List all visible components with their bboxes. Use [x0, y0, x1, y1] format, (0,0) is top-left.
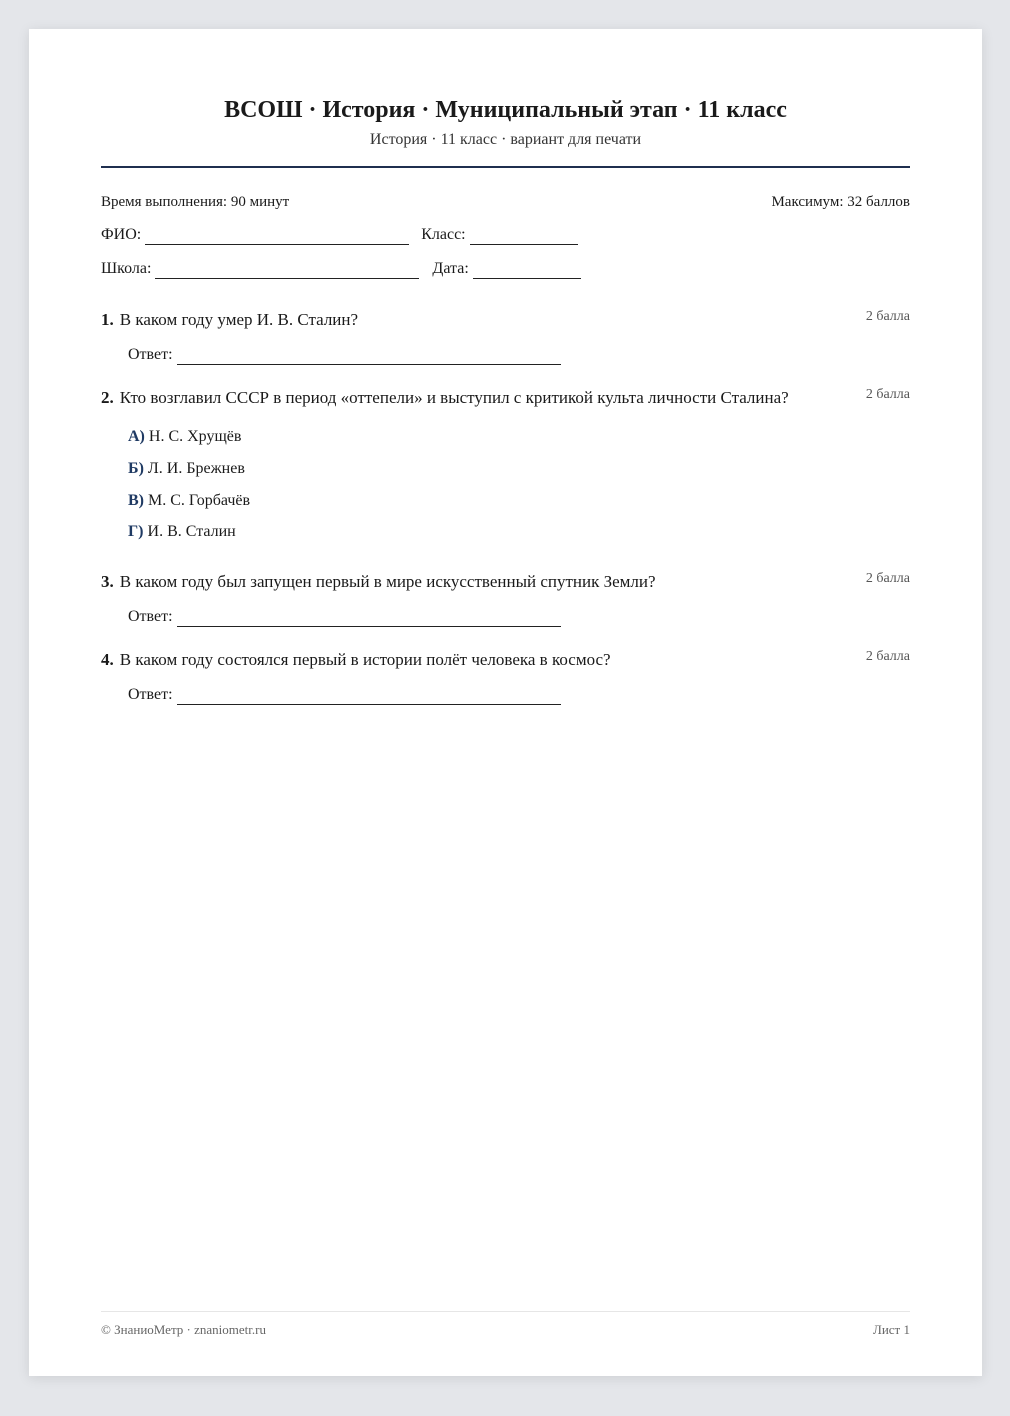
page-subtitle: История · 11 класс · вариант для печати: [369, 131, 642, 148]
max-score: Максимум: 32 баллов: [771, 194, 910, 210]
option-d[interactable]: [128, 522, 236, 542]
option-text: Н. С. Хрущёв: [148, 428, 242, 445]
question-points: 2 балла: [865, 571, 910, 586]
time-limit: Время выполнения: 90 минут: [101, 194, 290, 210]
sheet-number: Лист 1: [873, 1322, 910, 1337]
school-label: Школа:: [101, 260, 152, 277]
answer-field-4[interactable]: [177, 690, 561, 705]
question-number: 4.: [101, 650, 114, 669]
option-c[interactable]: [128, 491, 250, 511]
answer-field-3[interactable]: [177, 612, 561, 627]
question-2: [101, 387, 910, 409]
question-points: 2 балла: [865, 649, 910, 664]
sheet-content: [101, 29, 910, 1376]
footer-copyright: © ЗнаниоМетр · znaniometr.ru: [101, 1322, 266, 1337]
question-text: В каком году был запущен первый в мире искусственный спутник Земли?: [119, 572, 656, 591]
question-number: 2.: [101, 388, 114, 407]
option-letter: В): [128, 492, 144, 509]
answer-label: Ответ:: [128, 686, 173, 703]
date-field[interactable]: [473, 264, 581, 279]
page-footer: [101, 1322, 910, 1338]
footer-divider: [101, 1311, 910, 1312]
answer-row-4: [128, 685, 561, 705]
question-points: 2 балла: [865, 309, 910, 324]
answer-field-1[interactable]: [177, 350, 561, 365]
option-letter: Г): [128, 523, 144, 540]
page-title: ВСОШ · История · Муниципальный этап · 11 класс: [224, 97, 787, 123]
name-class-row: [101, 225, 578, 245]
answer-row-3: [128, 607, 561, 627]
question-number: 3.: [101, 572, 114, 591]
name-field[interactable]: [145, 230, 409, 245]
answer-row-1: [128, 345, 561, 365]
date-label: Дата:: [432, 260, 469, 277]
question-text: В каком году состоялся первый в истории полёт человека в космос?: [119, 650, 611, 669]
class-label: Класс:: [421, 226, 466, 243]
question-text: Кто возглавил СССР в период «оттепели» и выступил с критикой культа личности Сталина?: [119, 388, 789, 407]
answer-label: Ответ:: [128, 346, 173, 363]
school-date-row: [101, 259, 581, 279]
option-b[interactable]: [128, 459, 245, 479]
answer-label: Ответ:: [128, 608, 173, 625]
option-text: И. В. Сталин: [147, 523, 236, 540]
exam-meta: [101, 192, 910, 212]
school-field[interactable]: [155, 264, 419, 279]
question-points: 2 балла: [865, 387, 910, 402]
option-text: Л. И. Брежнев: [147, 460, 245, 477]
question-4: [101, 649, 910, 671]
question-number: 1.: [101, 310, 114, 329]
option-text: М. С. Горбачёв: [148, 492, 251, 509]
option-a[interactable]: [128, 427, 241, 447]
exam-sheet: [29, 29, 982, 1376]
class-field[interactable]: [470, 230, 578, 245]
question-3: [101, 571, 910, 593]
question-text: В каком году умер И. В. Сталин?: [119, 310, 359, 329]
option-letter: Б): [128, 460, 144, 477]
header-divider: [101, 166, 910, 168]
name-label: ФИО:: [101, 226, 142, 243]
option-letter: А): [128, 428, 145, 445]
question-1: [101, 309, 910, 331]
